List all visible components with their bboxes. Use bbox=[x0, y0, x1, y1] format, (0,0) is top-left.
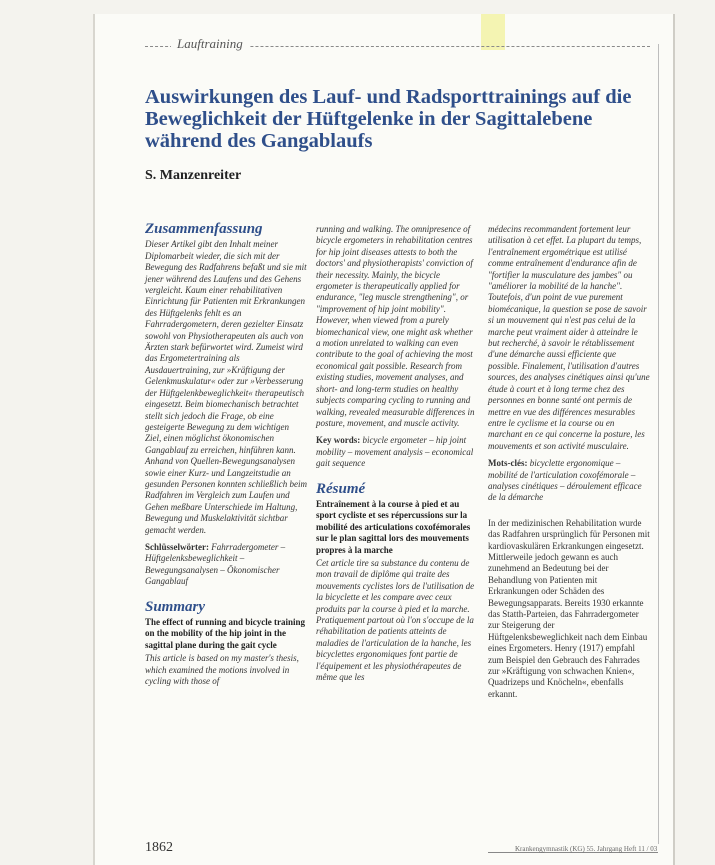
zusammenfassung-heading: Zusammenfassung bbox=[145, 221, 263, 237]
resume-keywords bbox=[488, 458, 650, 504]
intro-paragraph: In der medizinischen Rehabilitation wurde das Radfahren ursprünglich für Personen mit kardiovaskulären Erkrankungen eingesetzt. Mittlerweile jedoch gewann es auch zunehmend an Bedeutung bei der Behandlung von Patienten mit Erkrankungen oder Schäden des Bewegungsapparats. Bereits 1930 erkannte das Statth-Parteien, das Fahrradergometer zur Steigerung der Hüftgelenksbeweglichkeit nach dem Einbau eines Ergometers. Henry (1917) empfahl zum Beispiel den Gebrauch des Fahrrades zur »Kräftigung von schwachen Knien«, Quadrizeps und Knöcheln«, ebenfalls erkannt. bbox=[488, 517, 650, 699]
keywords-label: Mots-clés: bbox=[488, 458, 528, 469]
keywords-label: Schlüsselwörter: bbox=[145, 541, 209, 552]
summary-keywords bbox=[316, 435, 478, 469]
keywords-text: bicyclette ergonomique – mobilité de l'articulation coxofémorale – analyses cinétiques – déroulement efficace de la démarche bbox=[488, 458, 642, 503]
keywords-text: bicycle ergometer – hip joint mobility – movement analysis – economical gait sequence bbox=[316, 435, 474, 469]
column-2 bbox=[316, 224, 478, 689]
sticky-note-marker bbox=[481, 14, 505, 50]
journal-footer: Krankengymnastik (KG) 55. Jahrgang Heft 11 / 03 bbox=[515, 845, 658, 853]
journal-page bbox=[95, 14, 673, 865]
resume-heading: Résumé bbox=[316, 480, 366, 497]
column-3 bbox=[488, 224, 650, 706]
summary-body: This article is based on my master's thesis, which examined the motions involved in cycling with those of bbox=[145, 653, 299, 687]
zusammenfassung-body: Dieser Artikel gibt den Inhalt meiner Diplomarbeit wieder, die sich mit der Bewegung des Radfahrens befaßt und sie mit jener während des Laufens und des Gehens vergleicht. Kaum einer rehabilitativen Einrichtung für Patienten mit Erkrankungen des Hüftgelenks fehlt es an Fahrradergometern, deren gezielter Einsatz sowohl von Physiotherapeuten als auch von Ärzten stark befürwortet wird. Zumeist wird das Ergometertraining als Ausdauertraining, zur »Kräftigung der Gelenkmuskulatur« oder zur »Verbesserung der Hüftgelenkbeweglichkeit« therapeutisch eingesetzt. Beim biomechanisch betrachtet stellt sich jedoch die Frage, ob eine gesteigerte Bewegung zu dem wichtigen Ziel, einen möglichst ökonomischen Gangablauf zu erreichen, hinführen kann. Anhand von Quellen-Bewegungsanalysen sowie einer Kurz- und Langzeitstudie an gesunden Personen konnten schließlich beim Radfahren im Vergleich zum Laufen und Gehen meßbare Unterschiede im Haltung, Bewegung und Muskelaktivität sichtbar gemacht werden. bbox=[145, 239, 307, 535]
section-label: Lauftraining bbox=[171, 36, 249, 52]
column-1 bbox=[145, 221, 307, 693]
summary-heading: Summary bbox=[145, 598, 206, 615]
right-margin-rule bbox=[658, 44, 659, 844]
keywords-text: Fahrradergometer – Hüftgelenksbeweglichkeit – Bewegungsanalysen – Ökonomischer Gangablauf bbox=[145, 541, 286, 587]
resume-body-continued: médecins recommandent fortement leur utilisation à cet effet. La plupart du temps, l'entraînement ergométrique est utilisé comme entraînement d'endurance afin de "fortifier la musculature des jambes" ou "améliorer la mobilité de la hanche". Toutefois, d'un point de vue purement biomécanique, la question se pose de savoir si un mouvement qui n'est pas celui de la marche peut vraiment aider à atteindre le but recherché, à savoir le rétablissement d'une démarche aussi efficiente que possible. Finalement, l'utilisation d'autres sources, des analyses cinétiques ainsi qu'une étude à court et à long terme chez des personnes en bonne santé ont permis de mettre en vue des différences mesurables entre le cyclisme et la course ou en marchant en ce qui concerne la posture, les mouvements et son activité musculaire. bbox=[488, 224, 650, 451]
summary-subtitle: The effect of running and bicycle training on the mobility of the hip joint in the sagittal plane during the gait cycle bbox=[145, 617, 305, 650]
zusammenfassung-keywords bbox=[145, 542, 307, 588]
resume-subtitle: Entraînement à la course à pied et au sport cycliste et ses répercussions sur la mobilité des articulations coxofémorales sur le plan sagittal lors des mouvements propres à la marche bbox=[316, 498, 471, 555]
author: S. Manzenreiter bbox=[145, 168, 242, 183]
page-number: 1862 bbox=[145, 840, 173, 855]
keywords-label: Key words: bbox=[316, 435, 361, 446]
article-title: Auswirkungen des Lauf- und Radsporttrainings auf die Beweglichkeit der Hüftgelenke in der Sagittalebene während des Gangablaufs bbox=[145, 86, 632, 152]
resume-body: Cet article tire sa substance du contenu de mon travail de diplôme qui traite des mouvements cyclistes lors de l'utilisation de la bicyclette et les compare avec ceux produits par la course à pied et la marche. Pratiquement partout où l'on s'occupe de la réhabilitation de patients atteints de maladies de l'articulation de la hanche, les bicyclettes ergonomiques font partie de l'équipement et les physiothérapeutes de même que les bbox=[316, 557, 475, 683]
summary-body-continued: running and walking. The omnipresence of bicycle ergometers in rehabilitation centres for hip joint diseases attests to both the doctors' and physiotherapists' conviction of their necessity. Mainly, the bicycle ergometer is therapeutically applied for endurance, "leg muscle strengthening", or "improvement of hip joint mobility". However, when viewed from a purely biomechanical view, one might ask whether a motion unrelated to walking can even contribute to the goal of achieving the most economical gait possible. Research from existing studies, movement analyses, and short- and long-term studies on healthy subjects comparing cycling to running and walking, revealed measurable differences in posture, movement, and muscle activity. bbox=[316, 224, 475, 428]
